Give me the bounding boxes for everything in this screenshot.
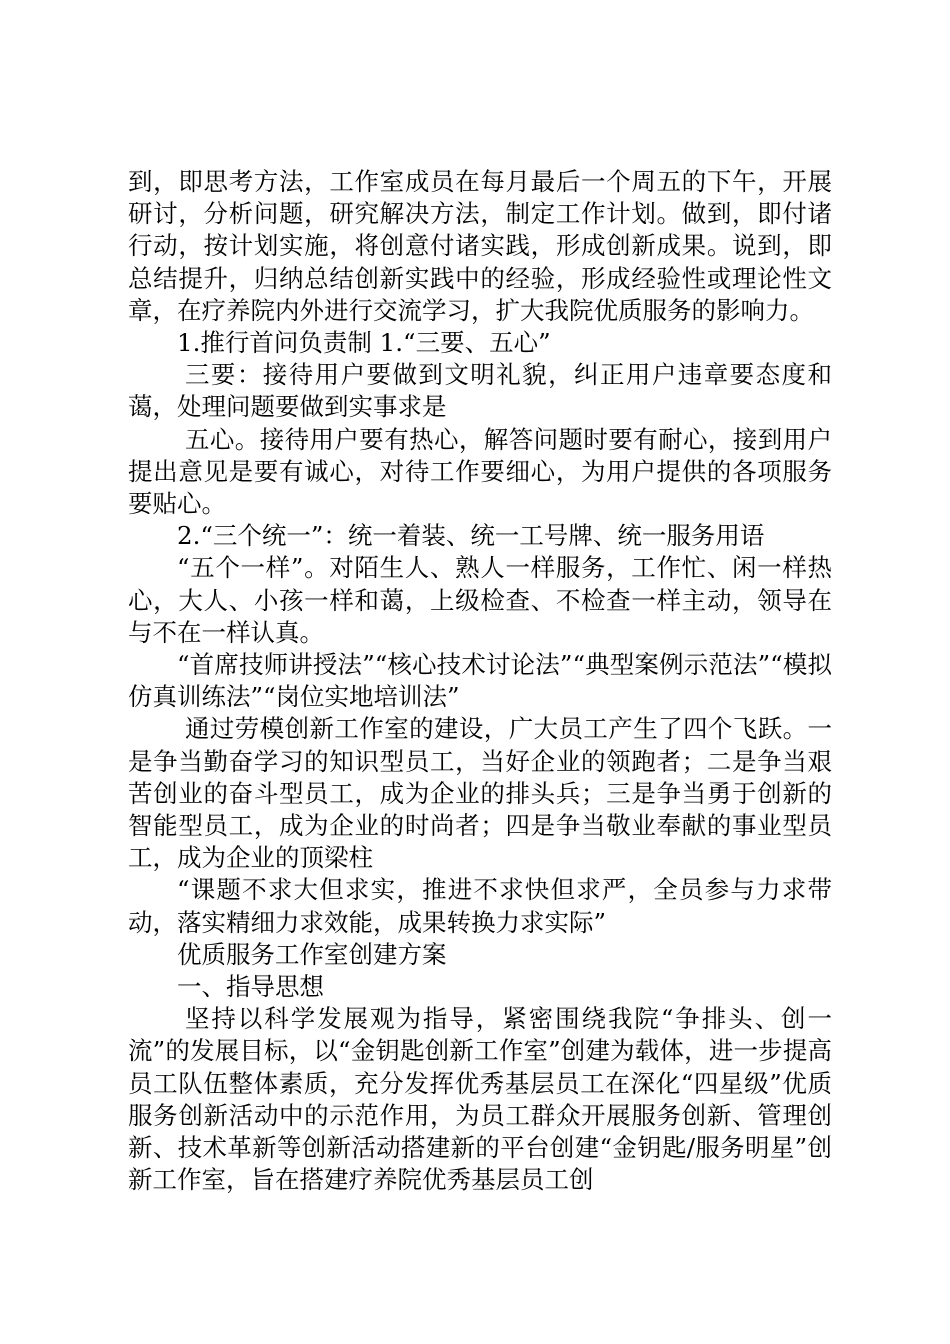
paragraph-12: 坚持以科学发展观为指导，紧密围绕我院“争排头、创一流”的发展目标，以“金钥匙创新工作室”创建为载体，进一步提高员工队伍整体素质，充分发挥优秀基层员工在深化“四星级”优质服务创新活动中的示范作用，为员工群众开展服务创新、管理创新、技术革新等创新活动搭建新的平台创建“金钥匙/服务明星”创新工作室，旨在搭建疗养院优秀基层员工创	[128, 1004, 832, 1195]
paragraph-1: 到，即思考方法，工作室成员在每月最后一个周五的下午，开展研讨，分析问题，研究解决方法，制定工作计划。做到，即付诸行动，按计划实施，将创意付诸实践，形成创新成果。说到，即总结提升，归纳总结创新实践中的经验，形成经验性或理论性文章，在疗养院内外进行交流学习，扩大我院优质服务的影响力。	[128, 167, 832, 325]
section-title: 优质服务工作室创建方案	[177, 939, 447, 969]
paragraph-6: “五个一样”。对陌生人、熟人一样服务，工作忙、闲一样热心，大人、小孩一样和蔼，上级检查、不检查一样主动，领导在与不在一样认真。	[128, 553, 832, 647]
paragraph-9: “课题不求大但求实，推进不求快但求严，全员参与力求带动，落实精细力求效能，成果转换力求实际”	[128, 875, 832, 937]
paragraph-4: 五心。接待用户要有热心，解答问题时要有耐心，接到用户提出意见是要有诚心，对待工作要细心，为用户提供的各项服务要贴心。	[128, 424, 832, 519]
section-heading: 一、指导思想	[177, 972, 324, 1002]
paragraph-8: 通过劳模创新工作室的建设，广大员工产生了四个飞跃。一是争当勤奋学习的知识型员工，当好企业的领跑者；二是争当艰苦创业的奋斗型员工，成为企业的排头兵；三是争当勇于创新的智能型员工，成为企业的时尚者；四是争当敬业奉献的事业型员工，成为企业的顶梁柱	[128, 714, 832, 873]
document-body	[128, 166, 832, 1197]
paragraph-2: 1.推行首问负责制 1.“三要、五心”	[177, 328, 551, 358]
paragraph-7: “首席技师讲授法”“核心技术讨论法”“典型案例示范法”“模拟仿真训练法”“岗位实地培训法”	[128, 650, 832, 712]
paragraph-3: 三要：接待用户要做到文明礼貌，纠正用户违章要态度和蔼，处理问题要做到实事求是	[128, 360, 832, 422]
paragraph-5: 2.“三个统一”：统一着装、统一工号牌、统一服务用语	[177, 521, 765, 551]
